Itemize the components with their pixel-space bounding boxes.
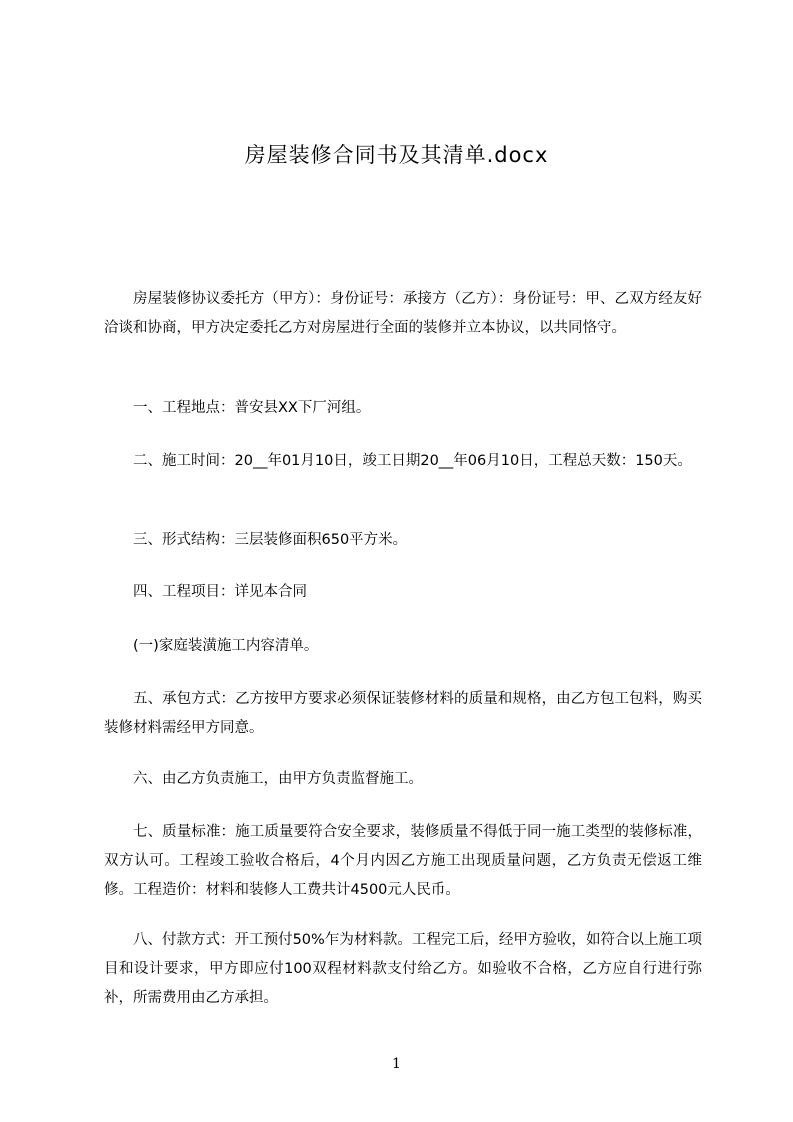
paragraph-supervision: 六、由乙方负责施工，由甲方负责监督施工。 [133,771,423,787]
paragraph-content-list: (一)家庭装潢施工内容清单。 [133,638,319,654]
paragraph-structure: 三、形式结构：三层装修面积650平方米。 [133,532,408,548]
page-number: 1 [392,1056,401,1072]
paragraph-project-items: 四、工程项目：详见本合同 [133,584,307,600]
paragraph-intro: 房屋装修协议委托方（甲方）：身份证号：承接方（乙方）：身份证号：甲、乙双方经友好洽谈和协商，甲方决定委托乙方对房屋进行全面的装修并立本协议，以共同恪守。 [104,291,702,336]
paragraph-quality-standard: 七、质量标准：施工质量要符合安全要求，装修质量不得低于同一施工类型的装修标准，双方认可。工程竣工验收合格后，4个月内因乙方施工出现质量问题，乙方负责无偿返工维修。工程造价：材料和装修人工费共计4500元人民币。 [104,824,702,898]
paragraph-project-location: 一、工程地点：普安县XX下厂河组。 [133,400,371,416]
paragraph-payment-method: 八、付款方式：开工预付50%乍为材料款。工程完工后，经甲方验收，如符合以上施工项目和设计要求，甲方即应付100双程材料款支付给乙方。如验收不合格，乙方应自行进行弥补，所需费用由乙方承担。 [104,932,702,1006]
paragraph-contract-method: 五、承包方式：乙方按甲方要求必须保证装修材料的质量和规格，由乙方包工包料，购买装修材料需经甲方同意。 [104,691,702,736]
document-title: 房屋装修合同书及其清单.docx [244,143,549,167]
paragraph-construction-time: 二、施工时间：20__年01月10日，竣工日期20__年06月10日，工程总天数：150天。 [133,453,692,469]
